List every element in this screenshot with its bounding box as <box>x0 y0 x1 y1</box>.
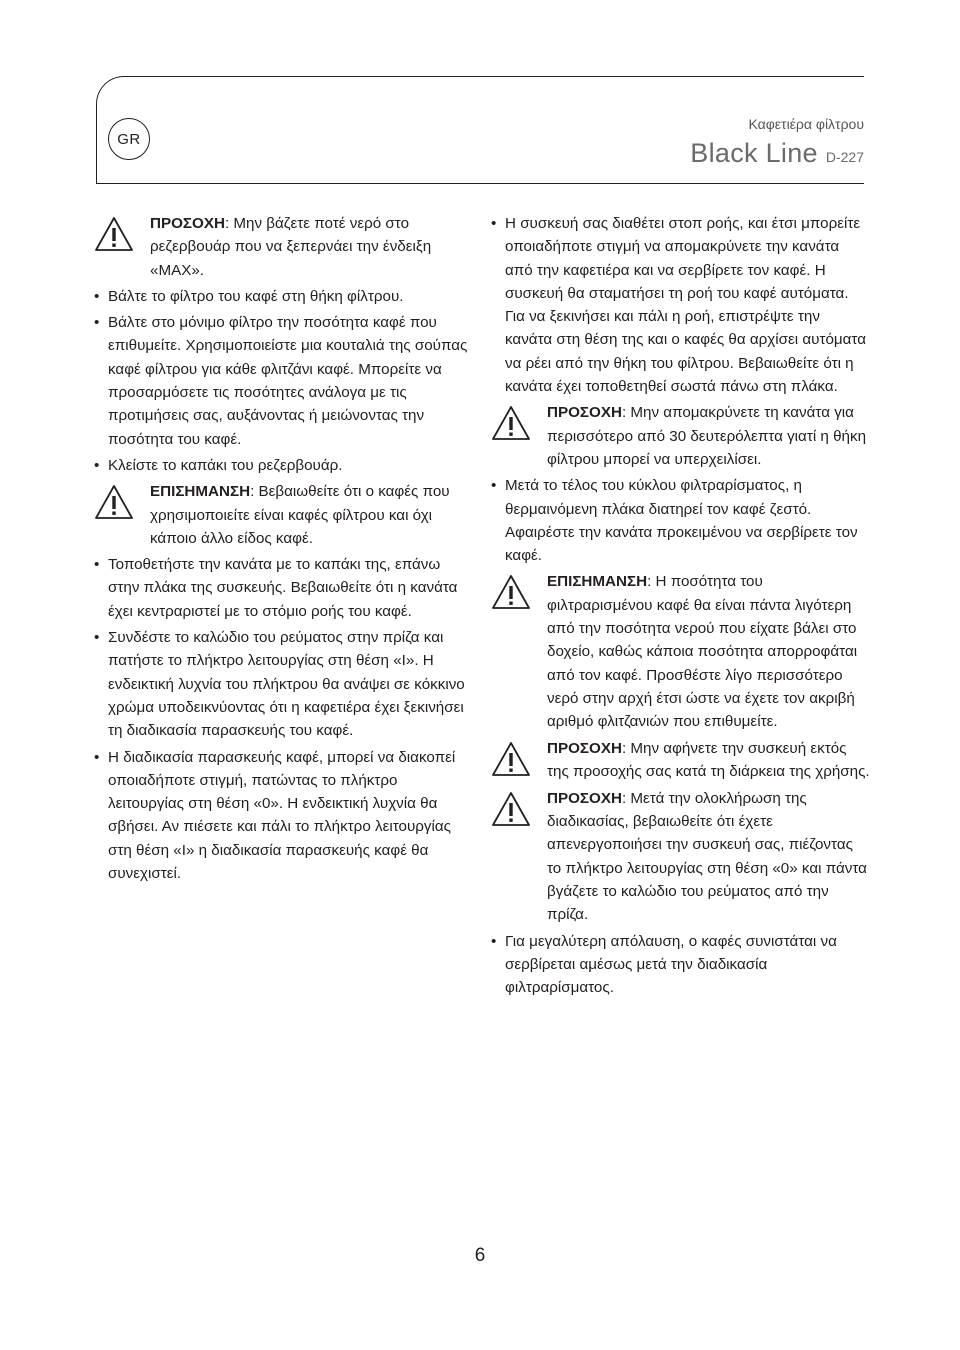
page-number: 6 <box>474 1245 486 1266</box>
warning-label: ΕΠΙΣΗΜΑΝΣΗ <box>547 573 648 591</box>
warning-triangle-icon <box>491 741 531 777</box>
warning-body: : Μην απομακρύνετε τη κανάτα για περισσότερο από 30 δευτερόλεπτα γιατί η θήκη φίλτρου μπορεί να υπερχειλίσει. <box>547 404 867 468</box>
language-badge: GR <box>108 118 150 160</box>
warning-label: ΠΡΟΣΟΧΗ <box>547 739 622 757</box>
left-column <box>94 212 474 888</box>
bullet-item: • Τοποθετήστε την κανάτα με το καπάκι της, επάνω στην πλάκα της συσκευής. Βεβαιωθείτε ότι η κανάτα έχει κεντραριστεί με το στόμιο ροής του καφέ. <box>94 553 474 623</box>
warning-note <box>94 480 474 550</box>
warning-label: ΠΡΟΣΟΧΗ <box>547 404 622 422</box>
brand-line <box>690 138 864 169</box>
bullet-item: • Η συσκευή σας διαθέτει στοπ ροής, και έτσι μπορείτε οποιαδήποτε στιγμή να απομακρύνετε την κανάτα από την καφετιέρα και να σερβίρετε τον καφέ. Η συσκευή θα σταματήσει τη ροή του καφέ αυτόματα. Για να ξεκινήσει και πάλι η ροή, επιστρέψτε την κανάτα στη θέση της και ο καφές θα αρχίσει αυτόματα να ρέει από την θήκη του φίλτρου. Βεβαιωθείτε ότι η κανάτα έχει τοποθετηθεί σωστά πάνω στη πλάκα. <box>491 212 871 398</box>
warning-icon-wrap <box>491 787 547 834</box>
warning-text <box>150 212 474 282</box>
warning-triangle-icon <box>491 405 531 441</box>
warning-triangle-icon <box>491 791 531 827</box>
warning-note <box>491 570 871 733</box>
warning-text <box>150 480 474 550</box>
warning-note <box>491 787 871 927</box>
warning-body: : Βεβαιωθείτε ότι ο καφές που χρησιμοποιείτε είναι καφές φίλτρου και όχι κάποιο άλλο είδος καφέ. <box>150 483 450 547</box>
bullet-item: • Συνδέστε το καλώδιο του ρεύματος στην πρίζα και πατήστε το πλήκτρο λειτουργίας στη θέση «I». Η ενδεικτική λυχνία του πλήκτρου θα ανάψει σε κόκκινο χρώμα υποδεικνύοντας ότι η καφετιέρα έχει ξεκινήσει τη διαδικασία παρασκευής του καφέ. <box>94 626 474 742</box>
bullet-item: • Βάλτε το φίλτρο του καφέ στη θήκη φίλτρου. <box>94 285 474 308</box>
warning-triangle-icon <box>94 216 134 252</box>
warning-icon-wrap <box>491 570 547 617</box>
warning-triangle-icon <box>491 574 531 610</box>
warning-note <box>491 737 871 784</box>
warning-label: ΠΡΟΣΟΧΗ <box>547 789 622 807</box>
bullet-item: • Μετά το τέλος του κύκλου φιλτραρίσματος, η θερμαινόμενη πλάκα διατηρεί τον καφέ ζεστό. Αφαιρέστε την κανάτα προκειμένου να σερβίρετε τον καφέ. <box>491 474 871 567</box>
warning-note <box>94 212 474 282</box>
bullet-item: • Για μεγαλύτερη απόλαυση, ο καφές συνιστάται να σερβίρεται αμέσως μετά την διαδικασία φιλτραρίσματος. <box>491 930 871 1000</box>
warning-text <box>547 787 871 927</box>
warning-text <box>547 737 871 784</box>
model-number: D-227 <box>825 149 864 165</box>
right-column <box>491 212 871 1003</box>
warning-body: : Μετά την ολοκλήρωση της διαδικασίας, βεβαιωθείτε ότι έχετε απενεργοποιήσει την συσκευή σας, πιέζοντας το πλήκτρο λειτουργίας στη θέση «0» και πάντα βγάζετε το καλώδιο του ρεύματος από την πρίζα. <box>547 789 867 924</box>
brand-name: Black Line <box>690 138 818 168</box>
header-right <box>690 116 864 169</box>
warning-icon-wrap <box>491 737 547 784</box>
warning-icon-wrap <box>94 480 150 527</box>
bullet-item: • Η διαδικασία παρασκευής καφέ, μπορεί να διακοπεί οποιαδήποτε στιγμή, πατώντας το πλήκτρο λειτουργίας στη θέση «0». Η ενδεικτική λυχνία θα σβήσει. Αν πιέσετε και πάλι το πλήκτρο λειτουργίας στη θέση «I» η διαδικασία παρασκευής καφέ θα συνεχιστεί. <box>94 746 474 886</box>
warning-body: : Η ποσότητα του φιλτραρισμένου καφέ θα είναι πάντα λιγότερη από την ποσότητα νερού που είχατε βάλει στο δοχείο, καθώς κάποια ποσότητα απορροφάται από τον καφέ. Προσθέστε λίγο περισσότερο νερό στην αρχή έτσι ώστε να έχετε τον ακριβή αριθμό φλιτζανιών που επιθυμείτε. <box>547 573 858 731</box>
warning-text <box>547 401 871 471</box>
warning-icon-wrap <box>491 401 547 448</box>
warning-text <box>547 570 871 733</box>
warning-body: : Μην αφήνετε την συσκευή εκτός της προσοχής σας κατά τη διάρκεια της χρήσης. <box>547 739 870 780</box>
warning-icon-wrap <box>94 212 150 259</box>
bullet-item: • Κλείστε το καπάκι του ρεζερβουάρ. <box>94 454 474 477</box>
warning-body: : Μην βάζετε ποτέ νερό στο ρεζερβουάρ που να ξεπερνάει την ένδειξη «MAX». <box>150 215 432 279</box>
doc-subtitle: Καφετιέρα φίλτρου <box>748 116 864 132</box>
warning-note <box>491 401 871 471</box>
warning-triangle-icon <box>94 484 134 520</box>
warning-label: ΠΡΟΣΟΧΗ <box>150 215 225 232</box>
bullet-item: • Βάλτε στο μόνιμο φίλτρο την ποσότητα καφέ που επιθυμείτε. Χρησιμοποιείστε μια κουταλιά της σούπας καφέ φίλτρου για κάθε φλιτζάνι καφέ. Μπορείτε να προσαρμόσετε τις ποσότητες ανάλογα με τις προτιμήσεις σας, αυξάνοντας ή μειώνοντας την ποσότητα του καφέ. <box>94 311 474 451</box>
warning-label: ΕΠΙΣΗΜΑΝΣΗ <box>150 483 251 501</box>
